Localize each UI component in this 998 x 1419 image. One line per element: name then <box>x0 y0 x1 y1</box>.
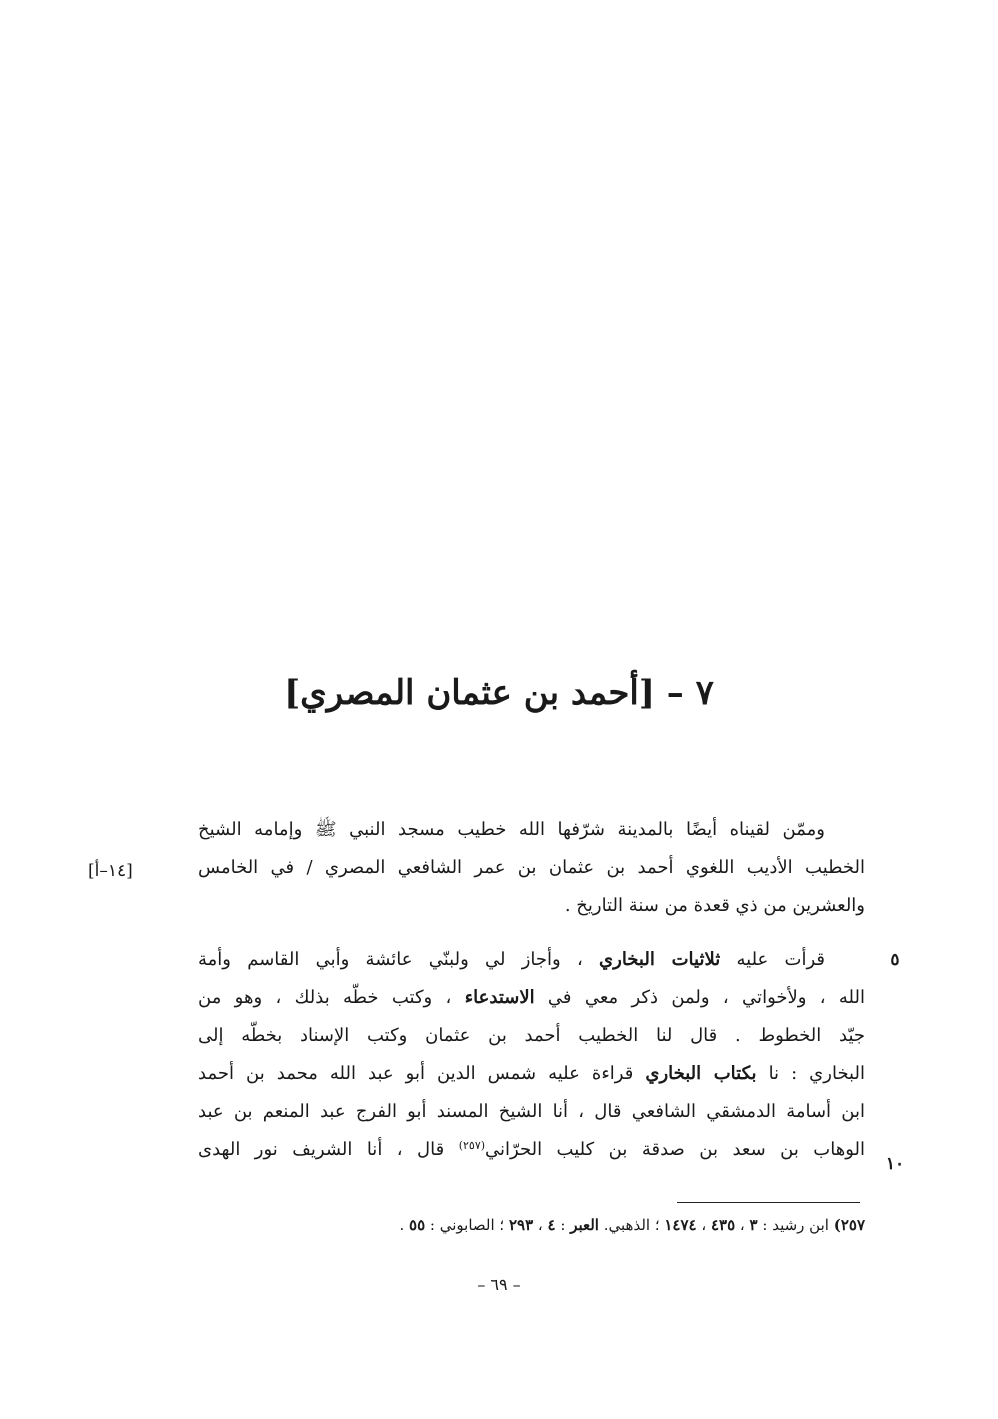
text-line: والعشرين من ذي قعدة من سنة التاريخ . <box>564 895 865 916</box>
text-line: جيّد الخطوط . قال لنا الخطيب أحمد بن عثمان وكتب الإسناد بخطّه إلى <box>198 1025 865 1046</box>
page-ref: ٢٩٣ <box>508 1216 534 1234</box>
text-line <box>198 1131 865 1169</box>
text-line <box>198 1055 865 1093</box>
footnote-divider <box>677 1202 860 1203</box>
line-number-10: ١٠ <box>885 1154 905 1174</box>
text-run: قال ، أنا الشريف نور الهدى <box>198 1139 459 1160</box>
volume-number: ٣ <box>749 1216 758 1234</box>
text-run: قرأت عليه <box>720 949 825 970</box>
manuscript-folio-reference: [١٤–أ] <box>88 861 133 881</box>
text-run: ، <box>735 1216 750 1234</box>
paragraph-2 <box>198 941 865 1169</box>
footnote <box>198 1210 865 1240</box>
text-run: ؛ الصابوني : <box>425 1216 509 1234</box>
text-run: . <box>399 1216 410 1234</box>
text-run: : <box>555 1216 571 1234</box>
text-line: ابن أسامة الدمشقي الشافعي قال ، أنا الشيخ المسند أبو الفرج عبد المنعم بن عبد <box>198 1101 865 1122</box>
volume-number: ٤ <box>547 1216 556 1234</box>
paragraph-1 <box>198 811 865 925</box>
text-run: الوهاب بن سعد بن صدقة بن كليب الحرّاني <box>485 1139 865 1160</box>
text-run: الله ، ولأخواتي ، ولمن ذكر معي في <box>534 987 865 1008</box>
chapter-heading: ٧ – [أحمد بن عثمان المصري] <box>284 673 714 713</box>
book-title-bold: الاستدعاء <box>464 987 535 1008</box>
page-ref: ٥٥ <box>409 1216 426 1234</box>
text-run: ، وأجاز لي ولبنّي عائشة وأبي القاسم وأمة <box>198 949 600 970</box>
page-ref: ٤٣٥ <box>710 1216 736 1234</box>
text-line: الخطيب الأديب اللغوي أحمد بن عثمان بن عمر الشافعي المصري / في الخامس <box>198 857 865 878</box>
book-title-bold: بكتاب البخاري <box>645 1063 757 1084</box>
text-run: ؛ الذهبي. <box>598 1216 665 1234</box>
text-line <box>198 979 865 1017</box>
text-run: ، <box>533 1216 548 1234</box>
text-run: ابن رشيد : <box>757 1216 834 1234</box>
text-line <box>198 941 865 979</box>
footnote-number: ٢٥٧) <box>833 1216 865 1234</box>
text-run: قراءة عليه شمس الدين أبو عبد الله محمد بن أحمد <box>198 1063 646 1084</box>
text-line: وممّن لقيناه أيضًا بالمدينة شرّفها الله خطيب مسجد النبي ﷺ وإمامه الشيخ <box>198 819 825 840</box>
footnote-marker: (٢٥٧) <box>458 1139 486 1152</box>
page-ref: ١٤٧٤ <box>664 1216 697 1234</box>
text-run: ، وكتب خطّه بذلك ، وهو من <box>198 987 465 1008</box>
text-run: ، <box>696 1216 711 1234</box>
line-number-5: ٥ <box>890 950 900 970</box>
text-run: البخاري : نا <box>756 1063 865 1084</box>
page-number: – ٦٩ – <box>477 1275 521 1294</box>
book-title-bold: ثلاثيات البخاري <box>599 949 721 970</box>
book-title-bold: العبر <box>570 1216 599 1234</box>
